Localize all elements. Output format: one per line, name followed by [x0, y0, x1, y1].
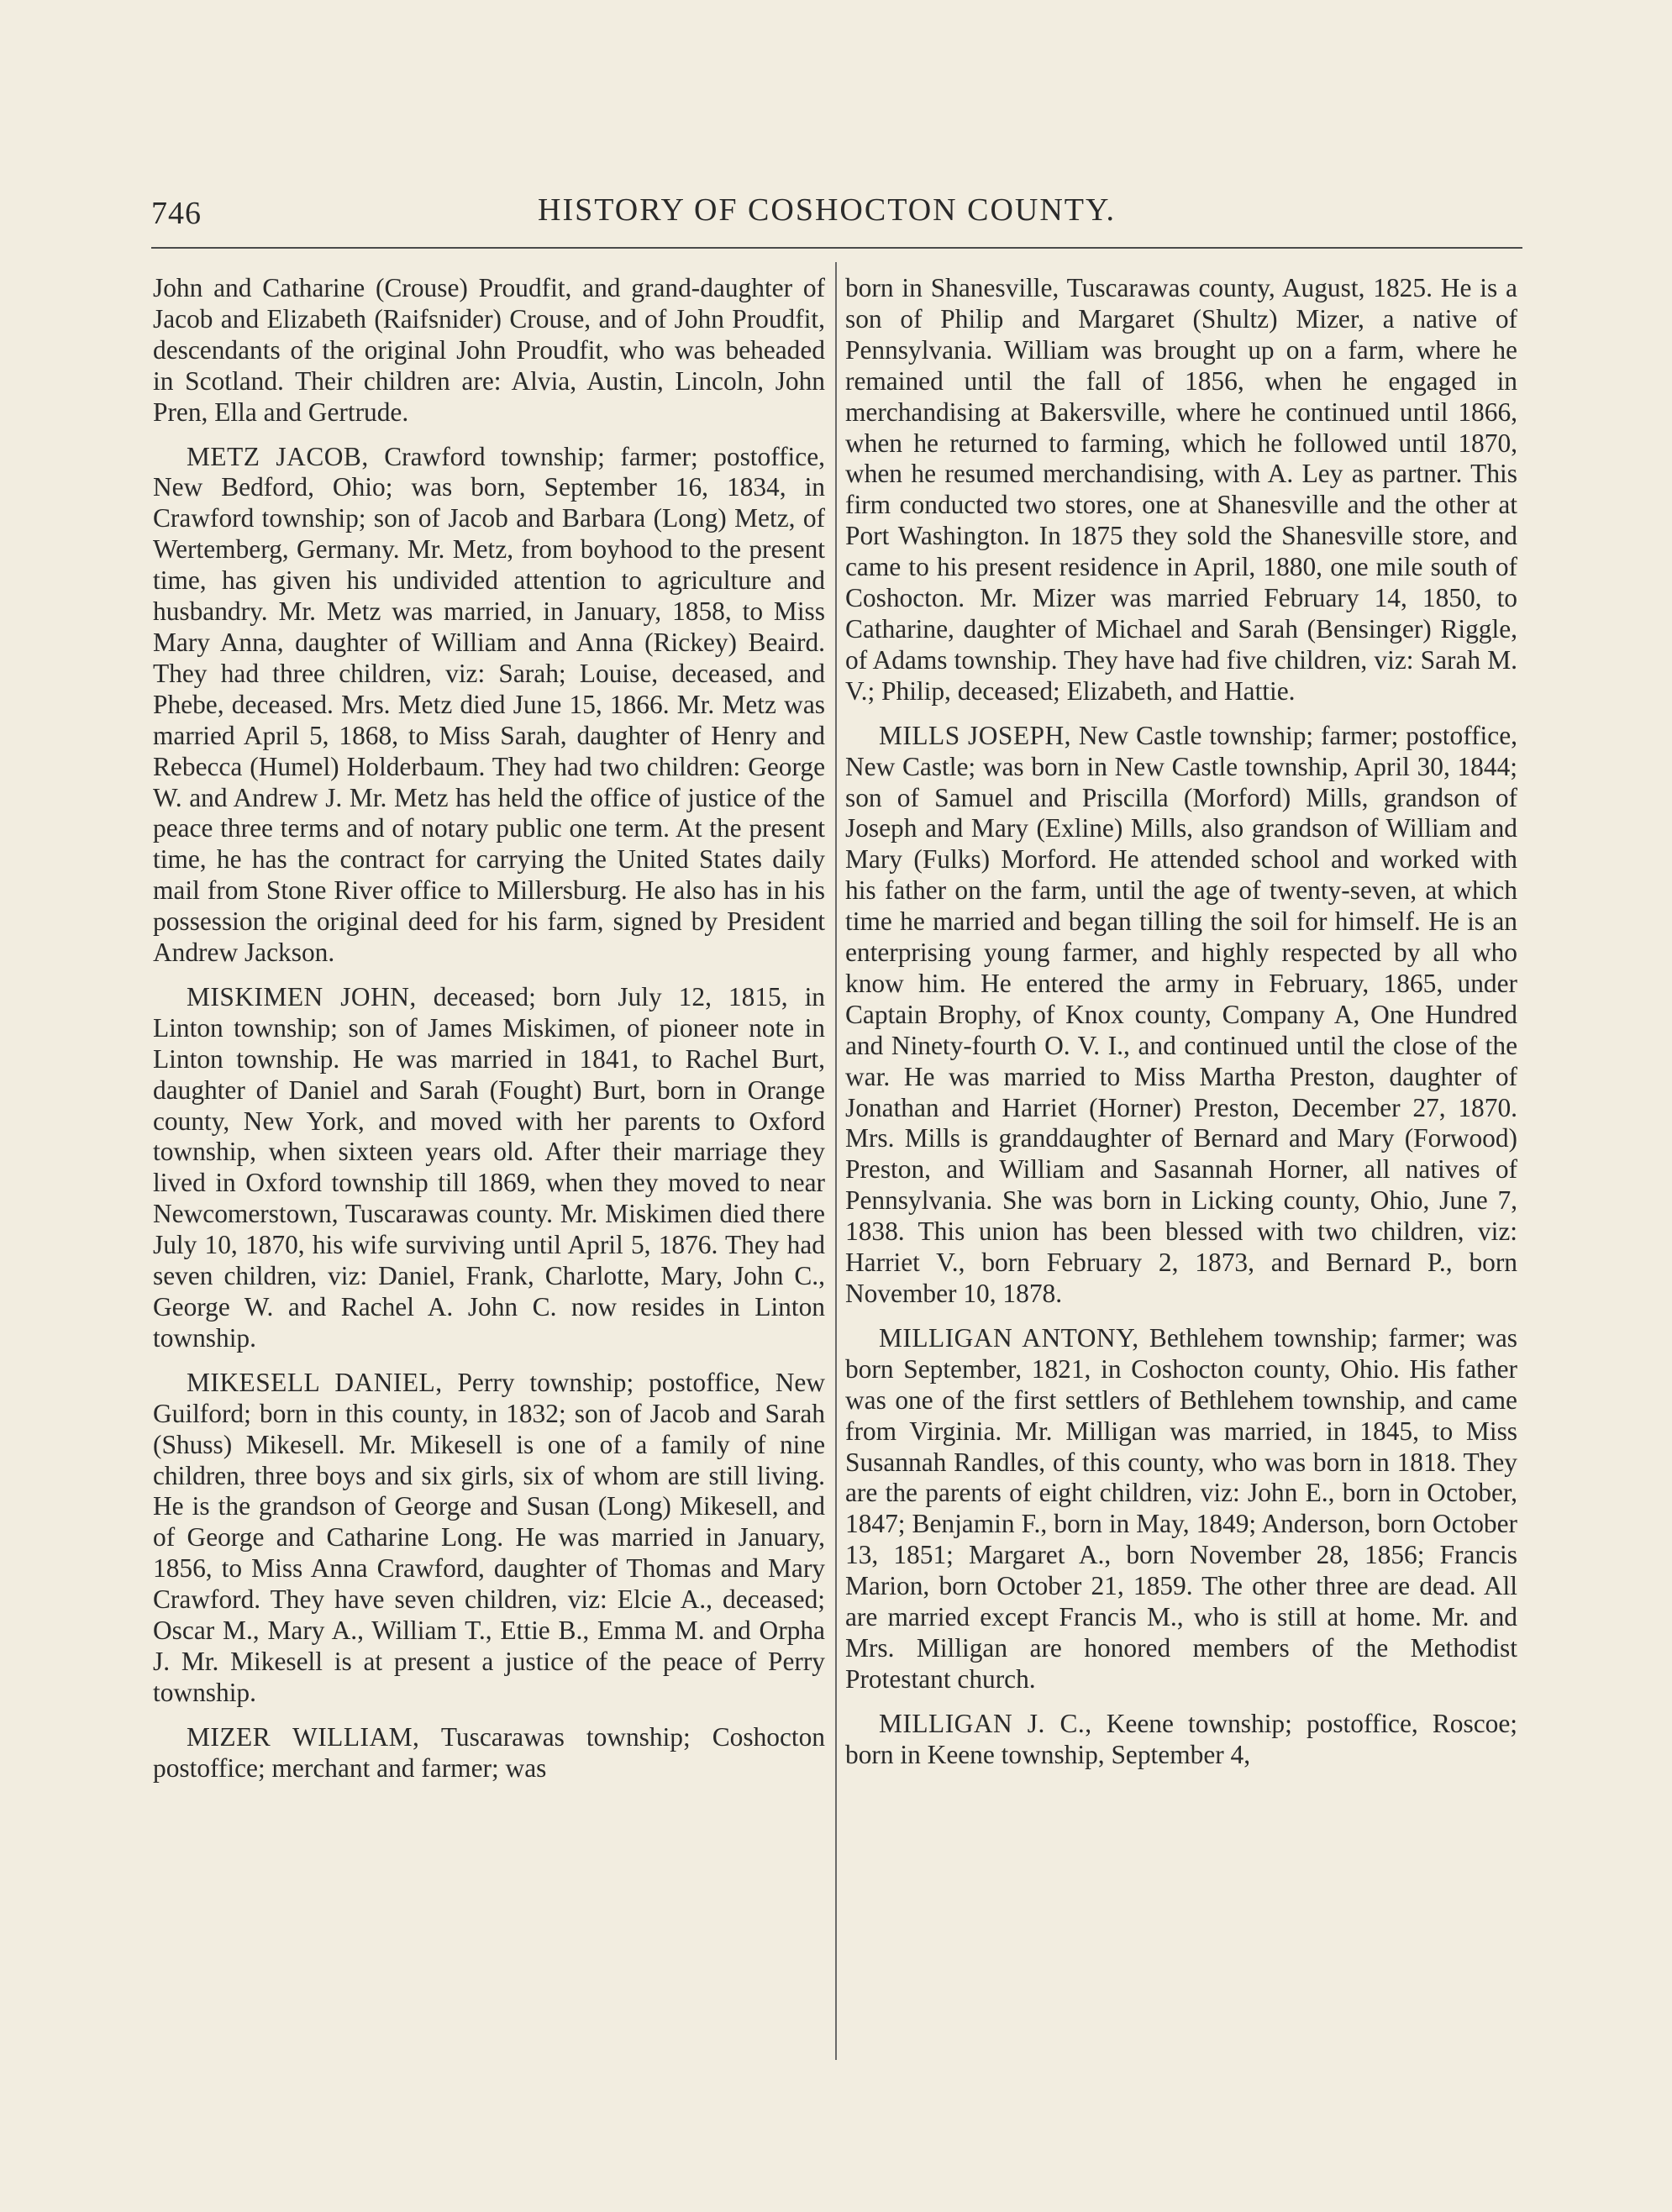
entry-text: New Castle township; farmer; postoffice, New Castle; was born in New Castle township, April 30, 1844; son of Samuel and Priscilla (Morford) Mills, grandson of Joseph and Mary (Exline) Mills, also grandson of William and Mary (Fulks) Morford. He attended school and worked with his father on the farm, until the age of twenty-seven, at which time he married and began tilling the soil for himself. He is an enterprising young farmer, and highly respected by all who know him. He entered the army in February, 1865, under Captain Brophy, of Knox county, Company A, One Hundred and Ninety-fourth O. V. I., and continued until the close of the war. He was married to Miss Martha Preston, daughter of Jonathan and Harriet (Horner) Preston, December 27, 1870. Mrs. Mills is granddaughter of Bernard and Mary (Forwood) Preston, and William and Sasannah Horner, all natives of Pennsylvania. She was born in Licking county, Ohio, June 7, 1838. This union has been blessed with two children, viz: Harriet V., born February 2, 1873, and Bernard P., born November 10, 1878.: [845, 720, 1517, 1308]
entry-milligan-jc: [845, 1709, 1517, 1771]
entry-mills-joseph: [845, 721, 1517, 1310]
entry-mizer-continued: [845, 273, 1517, 707]
entry-name: MILLIGAN J. C.,: [879, 1708, 1092, 1738]
entry-text: Crawford township; farmer; postoffice, New Bedford, Ohio; was born, September 16, 1834, in Crawford township; son of Jacob and Barbara (Long) Metz, of Wertemberg, Germany. Mr. Metz, from boyhood to the present time, has given his undivided attention to agriculture and husbandry. Mr. Metz was married, in January, 1858, to Miss Mary Anna, daughter of William and Anna (Rickey) Beaird. They had three children, viz: Sarah; Louise, deceased, and Phebe, deceased. Mrs. Metz died June 15, 1866. Mr. Metz was married April 5, 1868, to Miss Sarah, daughter of Henry and Rebecca (Humel) Holderbaum. They had two children: George W. and Andrew J. Mr. Metz has held the office of justice of the peace three terms and of notary public one term. At the present time, he has the contract for carrying the United States daily mail from Stone River office to Millersburg. He also has in his possession the original deed for his farm, signed by President Andrew Jackson.: [153, 441, 825, 968]
entry-name: MIKESELL DANIEL,: [187, 1367, 443, 1397]
column-divider: [835, 262, 837, 2060]
entry-name: MILLIGAN ANTONY,: [879, 1322, 1139, 1353]
entry-metz-jacob: [153, 442, 825, 969]
entry-name: MILLS JOSEPH,: [879, 720, 1072, 750]
left-column: [153, 273, 825, 1798]
page-number: 746: [151, 196, 202, 231]
entry-miskimen-john: [153, 982, 825, 1354]
entry-name: MIZER WILLIAM,: [187, 1721, 420, 1752]
entry-name: MISKIMEN JOHN,: [187, 981, 417, 1011]
entry-text: Perry township; postoffice, New Guilford; born in this county, in 1832; son of Jacob and Sarah (Shuss) Mikesell. Mr. Mikesell is one of a family of nine children, three boys and six girls, six of whom are still living. He is the grandson of George and Susan (Long) Mikesell, and of George and Catharine Long. He was married in January, 1856, to Miss Anna Crawford, daughter of Thomas and Mary Crawford. They have seven children, viz: Elcie A., deceased; Oscar M., Mary A., William T., Ettie B., Emma M. and Orpha J. Mr. Mikesell is at present a justice of the peace of Perry township.: [153, 1367, 826, 1707]
entry-text: Bethlehem township; farmer; was born September, 1821, in Coshocton county, Ohio. His father was one of the first settlers of Bethlehem township, and came from Virginia. Mr. Milligan was married, in 1845, to Miss Susannah Randles, of this county, who was born in 1818. They are the parents of eight children, viz: John E., born in October, 1847; Benjamin F., born in May, 1849; Anderson, born October 13, 1851; Margaret A., born November 28, 1856; Francis Marion, born October 21, 1859. The other three are dead. All are married except Francis M., who is still at home. Mr. and Mrs. Milligan are honored members of the Methodist Protestant church.: [845, 1322, 1517, 1694]
entry-milligan-antony: [845, 1323, 1517, 1695]
entry-name: METZ JACOB,: [187, 441, 369, 471]
entry-mikesell-daniel: [153, 1368, 825, 1709]
entry-text: deceased; born July 12, 1815, in Linton township; son of James Miskimen, of pioneer note in Linton township. He was married in 1841, to Rachel Burt, daughter of Daniel and Sarah (Fought) Burt, born in Orange county, New York, and moved with her parents to Oxford township, when sixteen years old. After their marriage they lived in Oxford township till 1869, when they moved to near Newcomerstown, Tuscarawas county. Mr. Miskimen died there July 10, 1870, his wife surviving until April 5, 1876. They had seven children, viz: Daniel, Frank, Charlotte, Mary, John C., George W. and Rachel A. John C. now resides in Linton township.: [153, 981, 825, 1353]
entry-text: John and Catharine (Crouse) Proudfit, and grand-daughter of Jacob and Elizabeth (Raifsnider) Crouse, and of John Proudfit, descendants of the original John Proudfit, who was beheaded in Scotland. Their children are: Alvia, Austin, Lincoln, John Pren, Ella and Gertrude.: [153, 273, 825, 427]
entry-text: Keene township; postoffice, Roscoe; born in Keene township, September 4,: [845, 1708, 1517, 1769]
entry-proudfit-continued: [153, 273, 825, 428]
right-column: [845, 273, 1517, 1784]
running-head: HISTORY OF COSHOCTON COUNTY.: [538, 192, 1117, 228]
entry-text: born in Shanesville, Tuscarawas county, August, 1825. He is a son of Philip and Margaret (Shultz) Mizer, a native of Pennsylvania. William was brought up on a farm, where he remained until the fall of 1856, when he engaged in merchandising at Bakersville, where he continued until 1866, when he returned to farming, which he followed until 1870, when he resumed merchandising, with A. Ley as partner. This firm conducted two stores, one at Shanesville and the other at Port Washington. In 1875 they sold the Shanesville store, and came to his present residence in April, 1880, one mile south of Coshocton. Mr. Mizer was married February 14, 1850, to Catharine, daughter of Michael and Sarah (Bensinger) Riggle, of Adams township. They have had five children, viz: Sarah M. V.; Philip, deceased; Elizabeth, and Hattie.: [845, 273, 1517, 706]
header-rule: [151, 247, 1522, 249]
entry-text: Tuscarawas township; Coshocton postoffice; merchant and farmer; was: [153, 1721, 826, 1783]
entry-mizer-william: [153, 1722, 825, 1784]
